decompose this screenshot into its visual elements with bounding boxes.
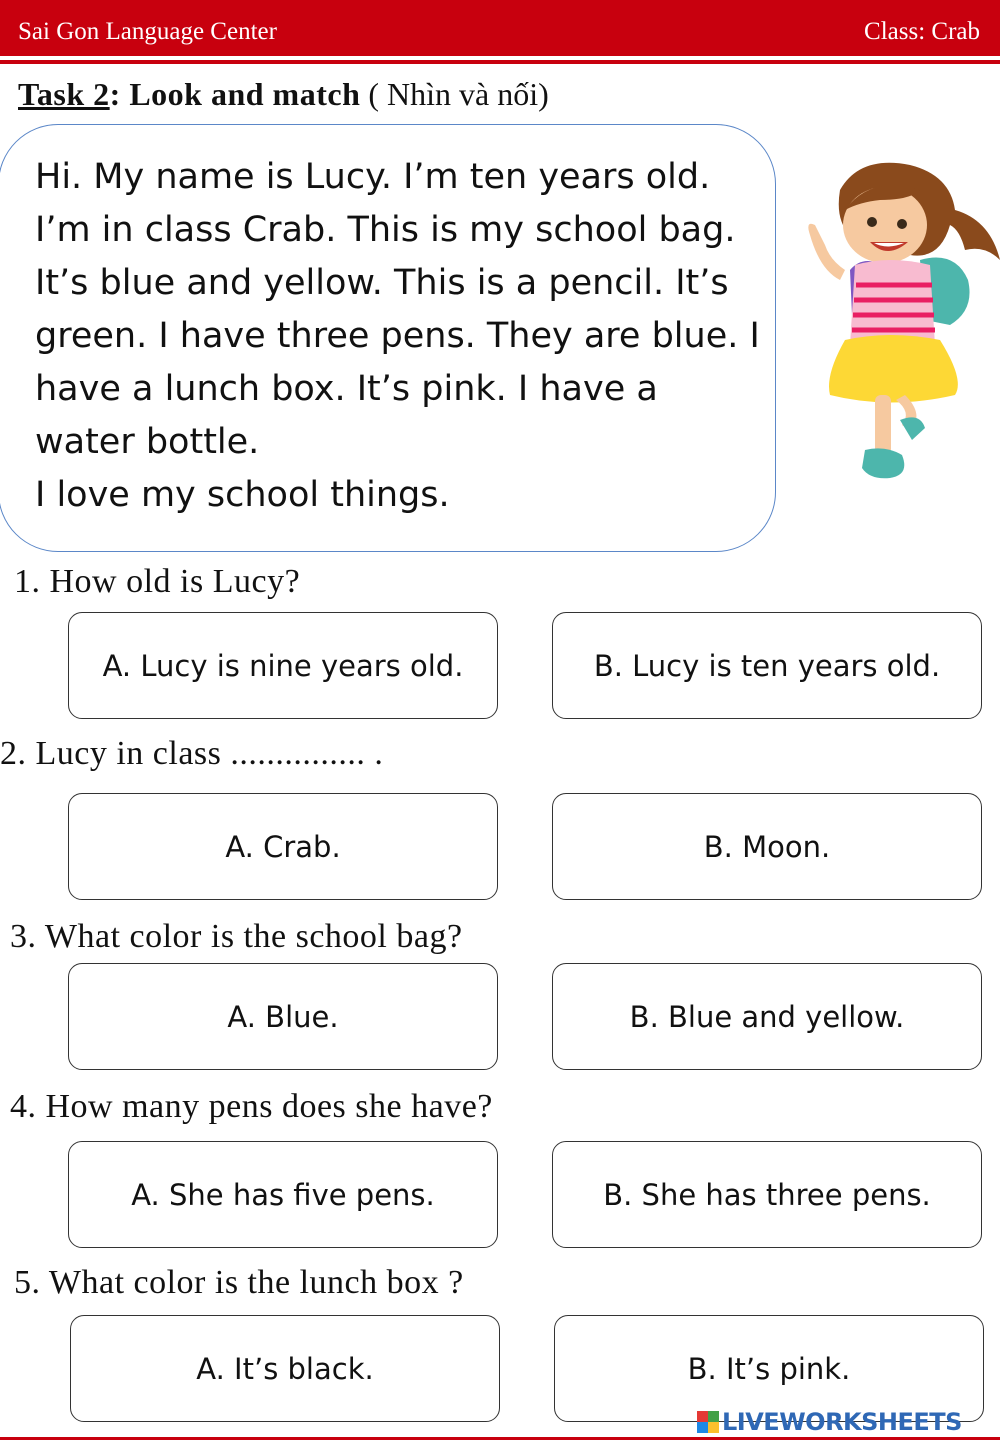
- question-3: 3. What color is the school bag?: [10, 918, 463, 955]
- task-subtitle: ( Nhìn và nối): [360, 76, 549, 112]
- header-divider: [0, 60, 1000, 64]
- task-label: Task 2: [18, 76, 110, 112]
- center-name: Sai Gon Language Center: [18, 18, 277, 45]
- question-4: 4. How many pens does she have?: [10, 1088, 493, 1125]
- page-header: [0, 0, 1000, 56]
- girl-with-backpack-illustration: [790, 150, 1000, 500]
- q5-option-b[interactable]: B. It’s pink.: [554, 1315, 984, 1422]
- q2-option-a[interactable]: A. Crab.: [68, 793, 498, 900]
- question-2: 2. Lucy in class ............... .: [0, 735, 384, 772]
- class-label: Class: Crab: [864, 18, 980, 45]
- liveworksheets-logo-text: LIVEWORKSHEETS: [722, 1408, 962, 1436]
- footer-divider: [0, 1437, 1000, 1440]
- question-5: 5. What color is the lunch box ?: [14, 1264, 464, 1301]
- q4-option-a[interactable]: A. She has five pens.: [68, 1141, 498, 1248]
- q5-option-a[interactable]: A. It’s black.: [70, 1315, 500, 1422]
- q3-option-b[interactable]: B. Blue and yellow.: [552, 963, 982, 1070]
- q4-option-b[interactable]: B. She has three pens.: [552, 1141, 982, 1248]
- q2-option-b[interactable]: B. Moon.: [552, 793, 982, 900]
- task-title: [18, 76, 549, 113]
- liveworksheets-logo-icon: [697, 1411, 719, 1433]
- reading-passage-box: [0, 124, 776, 552]
- question-1: 1. How old is Lucy?: [14, 563, 301, 600]
- liveworksheets-logo[interactable]: [697, 1408, 962, 1436]
- q1-option-b[interactable]: B. Lucy is ten years old.: [552, 612, 982, 719]
- task-heading: : Look and match: [109, 76, 361, 112]
- q3-option-a[interactable]: A. Blue.: [68, 963, 498, 1070]
- reading-passage-text: Hi. My name is Lucy. I’m ten years old. I’m in class Crab. This is my school bag. It’s blue and yellow. This is a pencil. It’s green. I have three pens. They are blue. I have a lunch box. It’s pink. I have a water bottle. I love my school things.: [35, 157, 760, 515]
- q1-option-a[interactable]: A. Lucy is nine years old.: [68, 612, 498, 719]
